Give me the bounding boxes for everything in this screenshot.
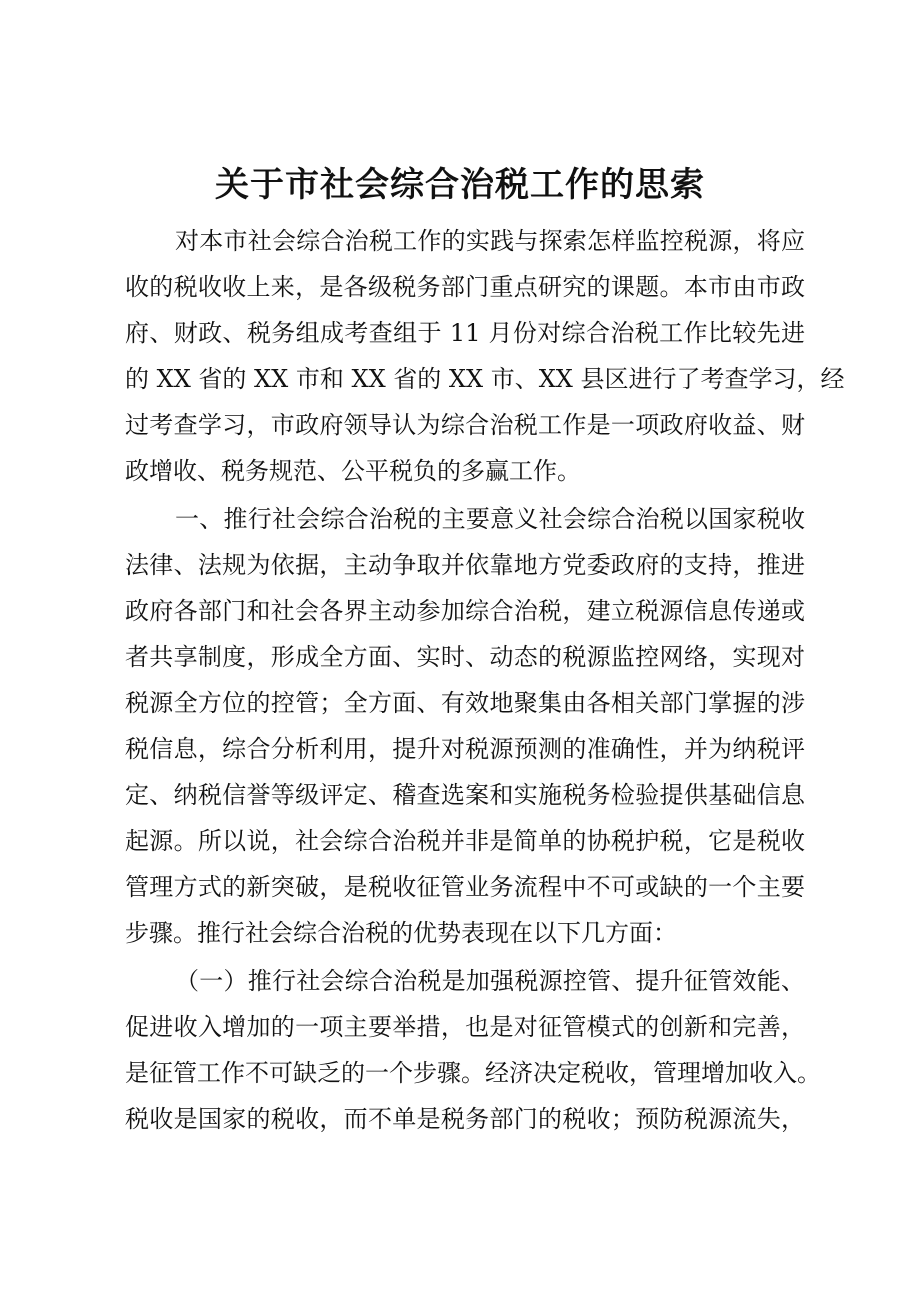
- body-line: 税源全方位的控管；全方面、有效地聚集由各相关部门掌握的涉: [125, 689, 805, 717]
- body-line: 税信息，综合分析利用，提升对税源预测的准确性，并为纳税评: [125, 735, 805, 763]
- body-line: 促进收入增加的一项主要举措，也是对征管模式的创新和完善，: [125, 1013, 805, 1041]
- document-body: [125, 218, 845, 1142]
- body-line: 府、财政、税务组成考查组于 11 月份对综合治税工作比较先进: [125, 319, 805, 347]
- body-line: 对本市社会综合治税工作的实践与探索怎样监控税源，将应: [175, 227, 805, 255]
- body-line: 起源。所以说，社会综合治税并非是简单的协税护税，它是税收: [125, 827, 805, 855]
- body-line: 步骤。推行社会综合治税的优势表现在以下几方面：: [125, 919, 677, 947]
- body-line: 的 XX 省的 XX 市和 XX 省的 XX 市、XX 县区进行了考查学习，经: [125, 365, 845, 393]
- body-line: 税收是国家的税收，而不单是税务部门的税收；预防税源流失，: [125, 1105, 805, 1133]
- body-line: 政增收、税务规范、公平税负的多赢工作。: [125, 457, 581, 485]
- body-line: 过考查学习，市政府领导认为综合治税工作是一项政府收益、财: [125, 411, 805, 439]
- body-line: 一、推行社会综合治税的主要意义社会综合治税以国家税收: [175, 505, 805, 533]
- body-line: 法律、法规为依据，主动争取并依靠地方党委政府的支持，推进: [125, 551, 805, 579]
- body-line: 者共享制度，形成全方面、实时、动态的税源监控网络，实现对: [125, 643, 805, 671]
- body-line: 是征管工作不可缺乏的一个步骤。经济决定税收，管理增加收入。: [125, 1059, 821, 1087]
- body-line: （一）推行社会综合治税是加强税源控管、提升征管效能、: [175, 967, 805, 995]
- body-line: 管理方式的新突破，是税收征管业务流程中不可或缺的一个主要: [125, 873, 805, 901]
- body-line: 政府各部门和社会各界主动参加综合治税，建立税源信息传递或: [125, 597, 805, 625]
- body-line: 收的税收收上来，是各级税务部门重点研究的课题。本市由市政: [125, 273, 805, 301]
- document-title: 关于市社会综合治税工作的思索: [215, 165, 705, 205]
- body-line: 定、纳税信誉等级评定、稽查选案和实施税务检验提供基础信息: [125, 781, 805, 809]
